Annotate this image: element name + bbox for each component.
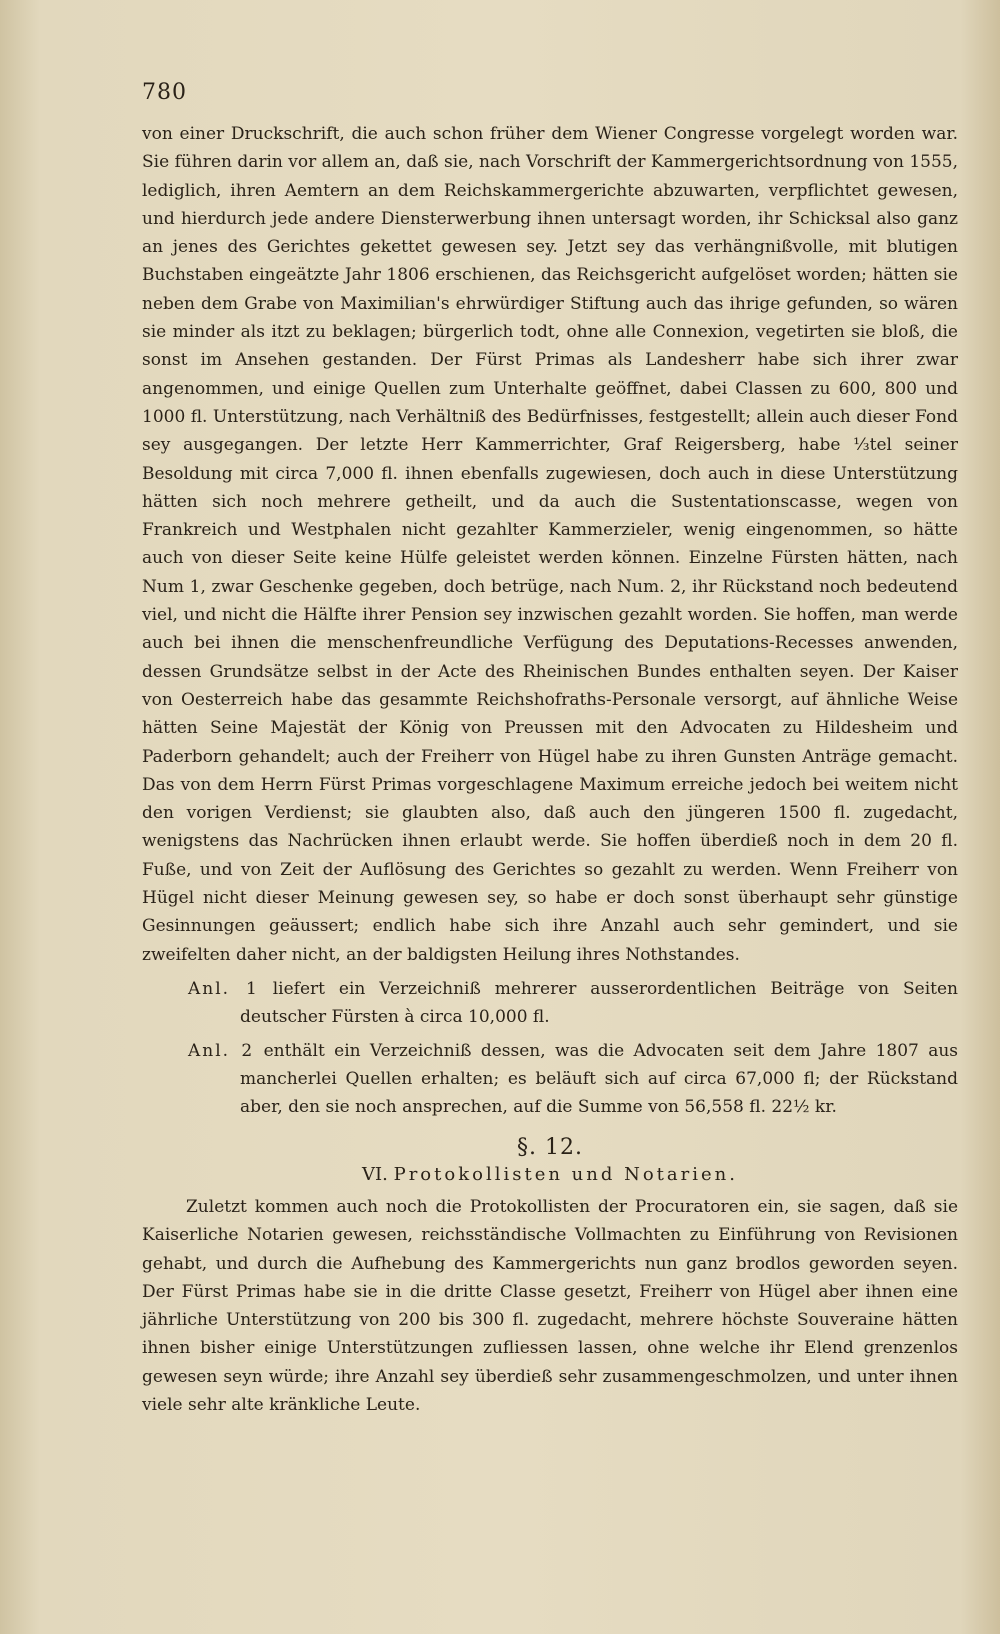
- main-paragraph: von einer Druckschrift, die auch schon früher dem Wiener Congresse vorgelegt worden war. Sie führen darin vor allem an, daß sie, nach Vorschrift der Kammergerichtsordnung von 1555, lediglich, ihren Aemtern an dem Reichskammergerichte abzuwarten, verpflichtet gewesen, und hierdurch jede andere Diensterwerbung ihnen untersagt worden, ihr Schicksal also ganz an jenes des Gerichtes gekettet gewesen sey. Jetzt sey das verhängnißvolle, mit blutigen Buchstaben eingeätzte Jahr 1806 erschienen, das Reichsgericht aufgelöset worden; hätten sie neben dem Grabe von Maximilian's ehrwürdiger Stiftung auch das ihrige gefunden, so wären sie minder als itzt zu beklagen; bürgerlich todt, ohne alle Connexion, vegetirten sie bloß, die sonst im Ansehen gestanden. Der Fürst Primas als Landesherr habe sich ihrer zwar angenommen, und einige Quellen zum Unterhalte geöffnet, dabei Classen zu 600, 800 und 1000 fl. Unterstützung, nach Verhältniß des Bedürfnisses, festgestellt; allein auch dieser Fond sey ausgegangen. Der letzte Herr Kammerrichter, Graf Reigersberg, habe ⅓tel seiner Besoldung mit circa 7,000 fl. ihnen ebenfalls zugewiesen, doch auch in diese Unterstützung hätten sich noch mehrere getheilt, und da auch die Sustentationscasse, wegen von Frankreich und Westphalen nicht gezahlter Kammerzieler, wenig eingenommen, so hätte auch von dieser Seite keine Hülfe geleistet werden können. Einzelne Fürsten hätten, nach Num 1, zwar Geschenke gegeben, doch betrüge, nach Num. 2, ihr Rückstand noch bedeutend viel, und nicht die Hälfte ihrer Pension sey inzwischen gezahlt worden. Sie hoffen, man werde auch bei ihnen die menschenfreundliche Verfügung des Deputations-Recesses anwenden, dessen Grundsätze selbst in der Acte des Rheinischen Bundes enthalten seyen. Der Kaiser von Oesterreich habe das gesammte Reichshofraths-Personale versorgt, auf ähnliche Weise hätten Seine Majestät der König von Preussen mit den Advocaten zu Hildesheim und Paderborn gehandelt; auch der Freiherr von Hügel habe zu ihren Gunsten Anträge gemacht. Das von dem Herrn Fürst Primas vorgeschlagene Maximum erreiche jedoch bei weitem nicht den vorigen Verdienst; sie glaubten also, daß auch den jüngeren 1500 fl. zugedacht, wenigstens das Nachrücken ihnen erlaubt werde. Sie hoffen überdieß noch in dem 20 fl. Fuße, und von Zeit der Auflösung des Gerichtes so gezahlt zu werden. Wenn Freiherr von Hügel nicht dieser Meinung gewesen sey, so habe er doch sonst überhaupt sehr günstige Gesinnungen geäussert; endlich habe sich ihre Anzahl auch sehr gemindert, und sie zweifelten daher nicht, an der baldigsten Heilung ihres Nothstandes.: [142, 124, 958, 965]
- section-number: §. 12.: [517, 1134, 583, 1160]
- page-body: [142, 120, 958, 1419]
- section-heading: [142, 1164, 958, 1185]
- annex-1: [142, 975, 958, 1031]
- annex-1-text: liefert ein Verzeichniß mehrerer ausserordentlichen Beiträge von Seiten deutscher Fürsten à circa 10,000 fl.: [240, 978, 959, 1027]
- section-title: Protokollisten und Notarien.: [393, 1163, 738, 1185]
- page-number: 780: [142, 80, 187, 105]
- annex-2-text: enthält ein Verzeichniß dessen, was die Advocaten seit dem Jahre 1807 aus mancherlei Quellen erhalten; es beläuft sich auf circa 67,000 fl; der Rückstand aber, den sie noch ansprechen, auf die Summe von 56,558 fl. 22½ kr.: [240, 1040, 958, 1117]
- annex-2-label: Anl. 2: [188, 1040, 255, 1061]
- section-numeral: VI.: [362, 1163, 388, 1185]
- final-paragraph: Zuletzt kommen auch noch die Protokollisten der Procuratoren ein, sie sagen, daß sie Kaiserliche Notarien gewesen, reichsständische Vollmachten zu Einführung von Revisionen gehabt, und durch die Aufhebung des Kammergerichts nun ganz brodlos geworden seyen. Der Fürst Primas habe sie in die dritte Classe gesetzt, Freiherr von Hügel aber ihnen eine jährliche Unterstützung von 200 bis 300 fl. zugedacht, mehrere höchste Souveraine hätten ihnen bisher einige Unterstützungen zufliessen lassen, ohne welche ihr Elend grenzenlos gewesen seyn würde; ihre Anzahl sey überdieß sehr zusammengeschmolzen, und unter ihnen viele sehr alte kränkliche Leute.: [142, 1196, 958, 1415]
- annex-2: [142, 1037, 958, 1121]
- annex-1-label: Anl. 1: [188, 978, 259, 999]
